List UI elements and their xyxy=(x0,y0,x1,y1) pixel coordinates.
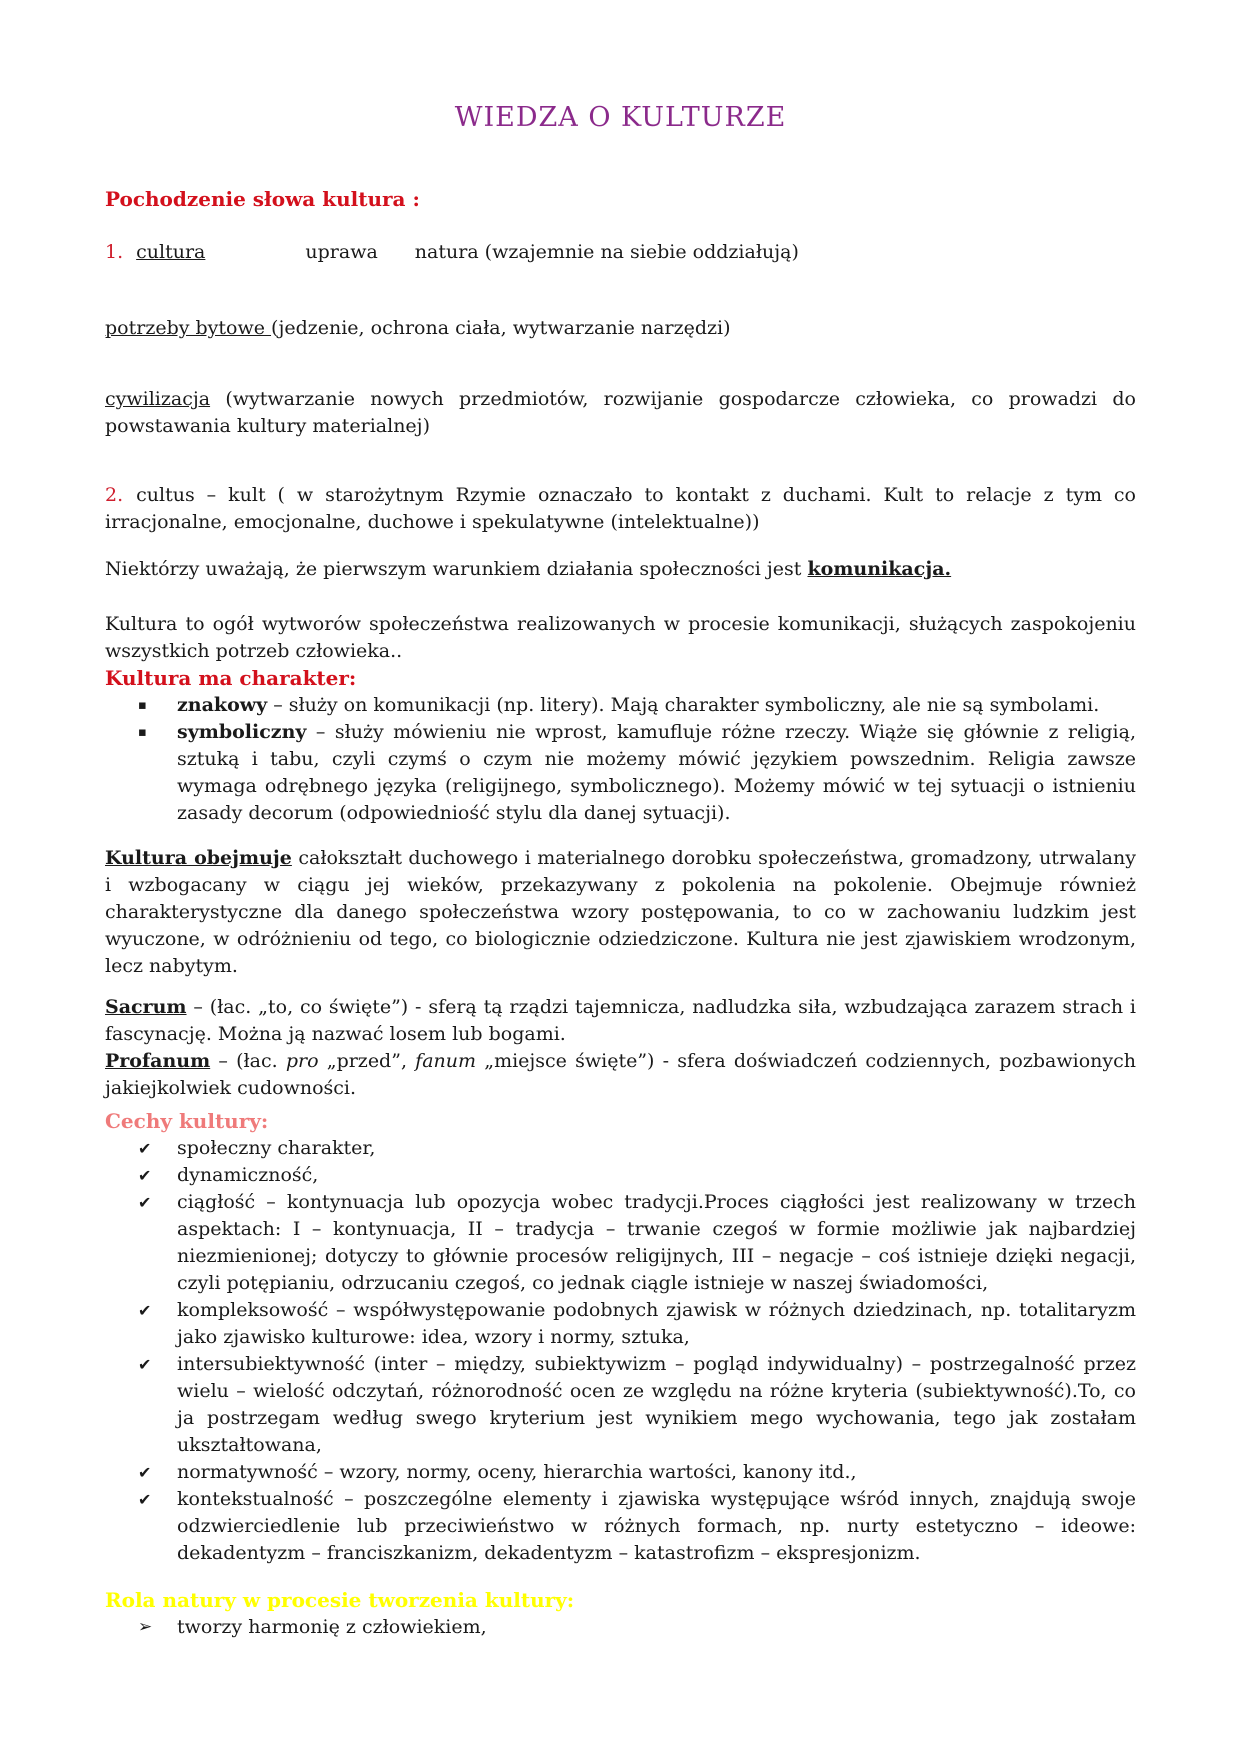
list-item xyxy=(105,1135,1136,1162)
item-number: 1. xyxy=(105,241,124,263)
list-item xyxy=(105,1162,1136,1189)
para-sacrum xyxy=(105,994,1136,1048)
list-item-text: intersubiektywność (inter – między, subiektywizm – pogląd indywidualny) – postrzegalność przez wielu – wielość odczytań, różnorodność ocen ze względu na różne kryteria (subiektywność).To, co ja postrzegam według swego kryterium jest wynikiem mego wychowania, tego jak zostałam ukształtowana, xyxy=(177,1353,1136,1456)
para-text: – służy mówieniu nie wprost, kamufluje różne rzeczy. Wiąże się głównie z religią, sztuką i tabu, czyli czymś o czym nie możemy mówić językiem powszednim. Religia zawsze wymaga odrębnego języka (religijnego, symbolicznego). Możemy mówić w tej sytuacji o istnieniu zasady decorum (odpowiedniość stylu dla danej sytuacji). xyxy=(177,721,1136,824)
para-text: – służy on komunikacji (np. litery). Mają charakter symboliczny, ale nie są symbolami. xyxy=(267,694,1100,716)
term-znakowy: znakowy xyxy=(177,694,268,716)
term-cywilizacja: cywilizacja xyxy=(105,388,211,410)
term-cultura: cultura xyxy=(136,241,206,263)
check-icon: ✔ xyxy=(138,1355,152,1374)
para-text: całokształt duchowego i materialnego dorobku społeczeństwa, gromadzony, utrwalany i wzbogacany w ciągu jej wieków, przekazywany z pokolenia na pokolenie. Obejmuje również charakterystyczne dla danego społeczeństwa wzory postępowania, to co w zachowaniu ludzkim jest wyuczone, w odróżnieniu od tego, co biologicznie odziedziczone. Kultura nie jest zjawiskiem wrodzonym, lecz nabytym. xyxy=(105,847,1136,977)
para-text: „przed”, xyxy=(318,1050,416,1072)
list-item-text: społeczny charakter, xyxy=(177,1137,376,1159)
list-item-znakowy xyxy=(105,692,1136,719)
para-text: (jedzenie, ochrona ciała, wytwarzanie narzędzi) xyxy=(271,317,731,339)
page-title: WIEDZA O KULTURZE xyxy=(454,102,787,133)
list-item-text xyxy=(177,692,1136,719)
list-item-text: kontekstualność – poszczególne elementy i zjawiska występujące wśród innych, znajdują swoje odzwierciedlenie lub przeciwieństwo w różnych formach, np. nurty estetyczno – ideowe: dekadentyzm – franciszkanizm, dekadentyzm – katastrofizm – ekspresjonizm. xyxy=(177,1488,1136,1564)
para-kultura-obejmuje xyxy=(105,845,1136,980)
check-icon: ✔ xyxy=(138,1490,152,1509)
list-item-symboliczny xyxy=(105,719,1136,827)
list-item xyxy=(105,1614,1136,1641)
para-cywilizacja xyxy=(105,386,1136,440)
check-icon: ✔ xyxy=(138,1139,152,1158)
latin-fanum: fanum xyxy=(415,1050,477,1072)
item-number: 2. xyxy=(105,484,124,506)
para-potrzeby-bytowe xyxy=(105,315,1136,342)
para-kultura-ogol: Kultura to ogół wytworów społeczeństwa realizowanych w procesie komunikacji, służących zaspokojeniu wszystkich potrzeb człowieka.. xyxy=(105,613,1136,662)
para-profanum xyxy=(105,1048,1136,1102)
term-profanum: Profanum xyxy=(105,1050,211,1072)
para-text: „miejsce święte”) - sfera doświadczeń codziennych, pozbawionych jakiejkolwiek cudowności. xyxy=(105,1050,1136,1099)
list-item-text xyxy=(177,719,1136,827)
check-icon: ✔ xyxy=(138,1463,152,1482)
arrow-bullet-icon: ➢ xyxy=(138,1617,153,1637)
check-icon: ✔ xyxy=(138,1301,152,1320)
check-icon: ✔ xyxy=(138,1193,152,1212)
list-item-text: ciągłość – kontynuacja lub opozycja wobec tradycji.Proces ciągłości jest realizowany w trzech aspektach: I – kontynuacja, II – tradycja – trwanie czegoś w formie możliwie jak najbardziej niezmienionej; dotyczy to głównie procesów religijnych, III – negacje – coś istnieje dzięki negacji, czyli potępianiu, odrzucaniu czegoś, co jednak ciągle istnieje w naszej świadomości, xyxy=(177,1191,1136,1294)
term-symboliczny: symboliczny xyxy=(177,721,307,743)
term-kultura-obejmuje: Kultura obejmuje xyxy=(105,847,292,869)
para-komunikacja xyxy=(105,556,1136,583)
para-text: Niektórzy uważają, że pierwszym warunkiem działania społeczności jest xyxy=(105,558,808,580)
para-text: – (łac. „to, co święte”) - sferą tą rządzi tajemnicza, nadludzka siła, wzbudzająca zarazem strach i fascynację. Można ją nazwać losem lub bogami. xyxy=(105,996,1136,1045)
numbered-item-1 xyxy=(105,239,1136,266)
term-komunikacja: komunikacja. xyxy=(807,558,952,580)
square-bullet-icon: ▪ xyxy=(138,725,147,740)
heading-rola-natury: Rola natury w procesie tworzenia kultury: xyxy=(105,1588,575,1612)
square-bullet-icon: ▪ xyxy=(138,698,147,713)
para-text: (wytwarzanie nowych przedmiotów, rozwijanie gospodarcze człowieka, co prowadzi do powstawania kultury materialnej) xyxy=(105,388,1136,437)
term-potrzeby-bytowe: potrzeby bytowe xyxy=(105,317,272,339)
list-item-text: kompleksowość – współwystępowanie podobnych zjawisk w różnych dziedzinach, np. totalitaryzm jako zjawisko kulturowe: idea, wzory i normy, sztuka, xyxy=(177,1299,1136,1348)
list-item xyxy=(105,1189,1136,1297)
para-text: – (łac. xyxy=(210,1050,286,1072)
list-item xyxy=(105,1351,1136,1459)
word-natura: natura (wzajemnie na siebie oddziałują) xyxy=(414,241,799,263)
numbered-item-2 xyxy=(105,482,1136,536)
heading-cechy-kultury: Cechy kultury: xyxy=(105,1109,269,1133)
list-item-text: dynamiczność, xyxy=(177,1164,319,1186)
latin-pro: pro xyxy=(285,1050,319,1072)
heading-charakter: Kultura ma charakter: xyxy=(105,666,357,690)
list-item-text: normatywność – wzory, normy, oceny, hierarchia wartości, kanony itd., xyxy=(177,1461,857,1483)
word-uprawa: uprawa xyxy=(305,241,378,263)
heading-origin: Pochodzenie słowa kultura : xyxy=(105,187,420,211)
list-item-text: tworzy harmonię z człowiekiem, xyxy=(177,1616,487,1638)
term-sacrum: Sacrum xyxy=(105,996,187,1018)
para-text: cultus – kult ( w starożytnym Rzymie oznaczało to kontakt z duchami. Kult to relacje z tym co irracjonalne, emocjonalne, duchowe i spekulatywne (intelektualne)) xyxy=(105,484,1136,533)
rola-list xyxy=(105,1614,1136,1641)
list-item xyxy=(105,1486,1136,1567)
charakter-list xyxy=(105,692,1136,827)
list-item xyxy=(105,1297,1136,1351)
cechy-list xyxy=(105,1135,1136,1567)
check-icon: ✔ xyxy=(138,1166,152,1185)
list-item xyxy=(105,1459,1136,1486)
